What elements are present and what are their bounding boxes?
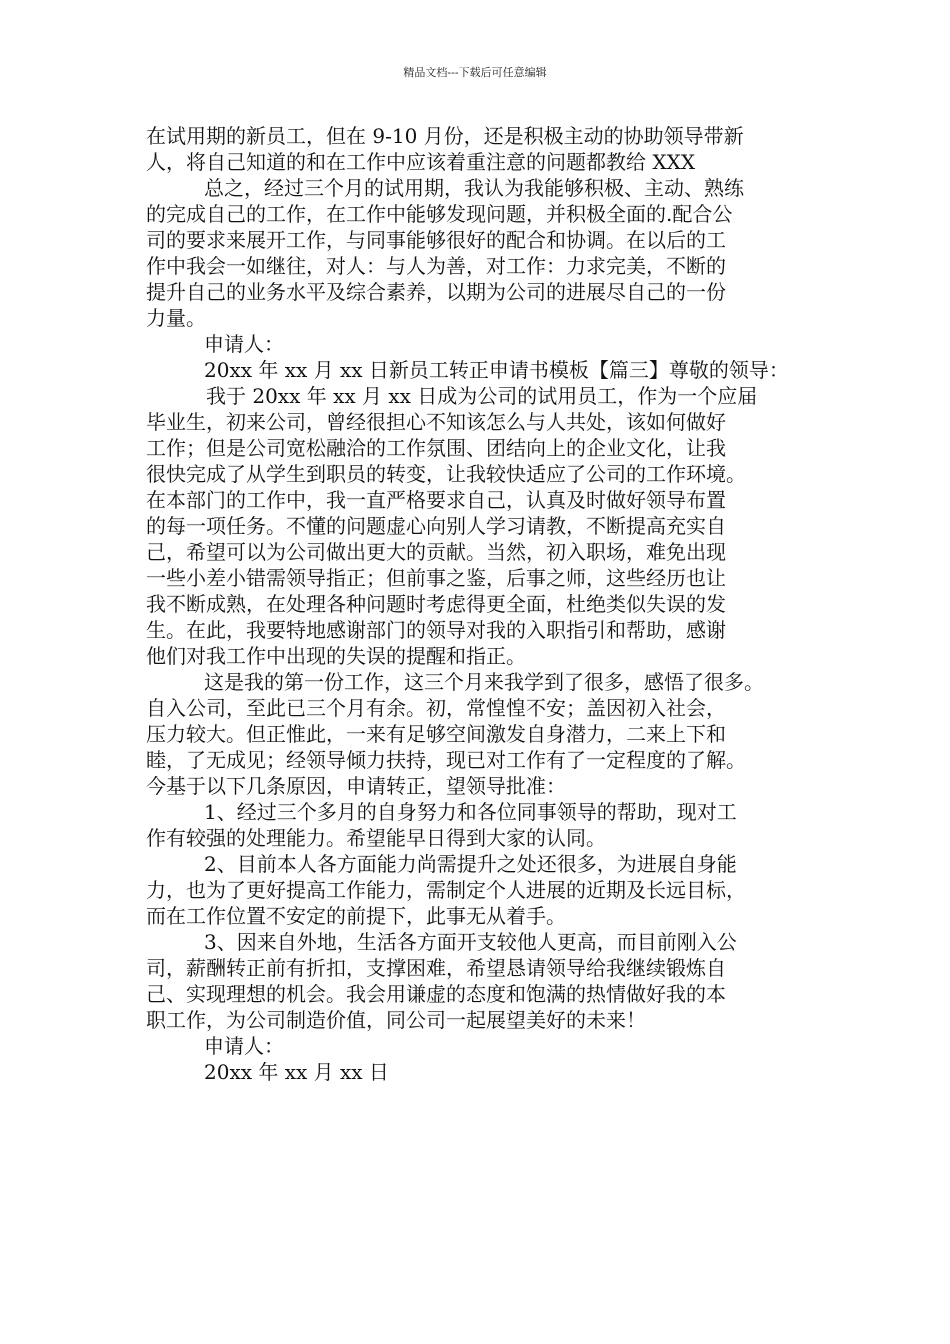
text-line: 我于 20xx 年 xx 月 xx 日成为公司的试用员工，作为一个应届 [206,384,758,408]
signature-date: 20xx 年 xx 月 xx 日 [204,1060,389,1084]
section-heading: 20xx 年 xx 月 xx 日新员工转正申请书模板【篇三】尊敬的领导： [204,358,789,382]
text-line: 而在工作位置不安定的前提下，此事无从着手。 [146,904,566,928]
text-line: 力量。 [146,306,206,330]
document-body [146,123,806,1085]
text-line: 的完成自己的工作，在工作中能够发现问题，并积极全面的.配合公 [146,202,733,226]
text-line: 这是我的第一份工作，这三个月来我学到了很多，感悟了很多。 [204,670,764,694]
text-line: 毕业生，初来公司，曾经很担心不知该怎么与人共处，该如何做好 [146,410,726,434]
page-header: 精品文档---下载后可任意编辑 [403,66,547,79]
text-line: 今基于以下几条原因，申请转正，望领导批准： [146,774,566,798]
signature-label: 申请人： [204,332,284,356]
text-line: 己、实现理想的机会。我会用谦虚的态度和饱满的热情做好我的本 [146,982,726,1006]
text-line: 工作；但是公司宽松融洽的工作氛围、团结向上的企业文化，让我 [146,436,726,460]
signature-label: 申请人： [204,1034,284,1058]
text-line: 司，薪酬转正前有折扣，支撑困难，希望恳请领导给我继续锻炼自 [146,956,726,980]
text-line: 自入公司，至此已三个月有余。初，常惶惶不安；盖因初入社会， [146,696,726,720]
text-line: 在本部门的工作中，我一直严格要求自己，认真及时做好领导布置 [146,488,726,512]
list-item: 2、目前本人各方面能力尚需提升之处还很多，为进展自身能 [204,852,737,876]
text-line: 己，希望可以为公司做出更大的贡献。当然，初入职场，难免出现 [146,540,726,564]
text-line: 很快完成了从学生到职员的转变，让我较快适应了公司的工作环境。 [146,462,746,486]
text-line: 睦，了无成见；经领导倾力扶持，现已对工作有了一定程度的了解。 [146,748,746,772]
text-line: 提升自己的业务水平及综合素养，以期为公司的进展尽自己的一份 [146,280,726,304]
list-item: 1、经过三个多月的自身努力和各位同事领导的帮助，现对工 [204,800,737,824]
text-line: 的每一项任务。不懂的问题虚心向别人学习请教，不断提高充实自 [146,514,726,538]
text-line: 职工作，为公司制造价值，同公司一起展望美好的未来！ [146,1008,646,1032]
text-line: 他们对我工作中出现的失误的提醒和指正。 [146,644,526,668]
text-line: 在试用期的新员工，但在 9-10 月份，还是积极主动的协助领导带新 [146,124,744,148]
text-line: 作中我会一如继往，对人：与人为善，对工作：力求完美，不断的 [146,254,726,278]
text-line: 生。在此，我要特地感谢部门的领导对我的入职指引和帮助，感谢 [146,618,726,642]
text-line: 作有较强的处理能力。希望能早日得到大家的认同。 [146,826,606,850]
text-line: 总之，经过三个月的试用期，我认为我能够积极、主动、熟练 [204,176,744,200]
text-line: 人，将自己知道的和在工作中应该着重注意的问题都教给 XXX [146,150,696,174]
text-line: 力，也为了更好提高工作能力，需制定个人进展的近期及长远目标， [146,878,746,902]
text-line: 司的要求来展开工作，与同事能够很好的配合和协调。在以后的工 [146,228,726,252]
text-line: 压力较大。但正惟此，一来有足够空间激发自身潜力，二来上下和 [146,722,726,746]
text-line: 我不断成熟，在处理各种问题时考虑得更全面，杜绝类似失误的发 [146,592,726,616]
list-item: 3、因来自外地，生活各方面开支较他人更高，而目前刚入公 [204,930,737,954]
text-line: 一些小差小错需领导指正；但前事之鉴，后事之师，这些经历也让 [146,566,726,590]
